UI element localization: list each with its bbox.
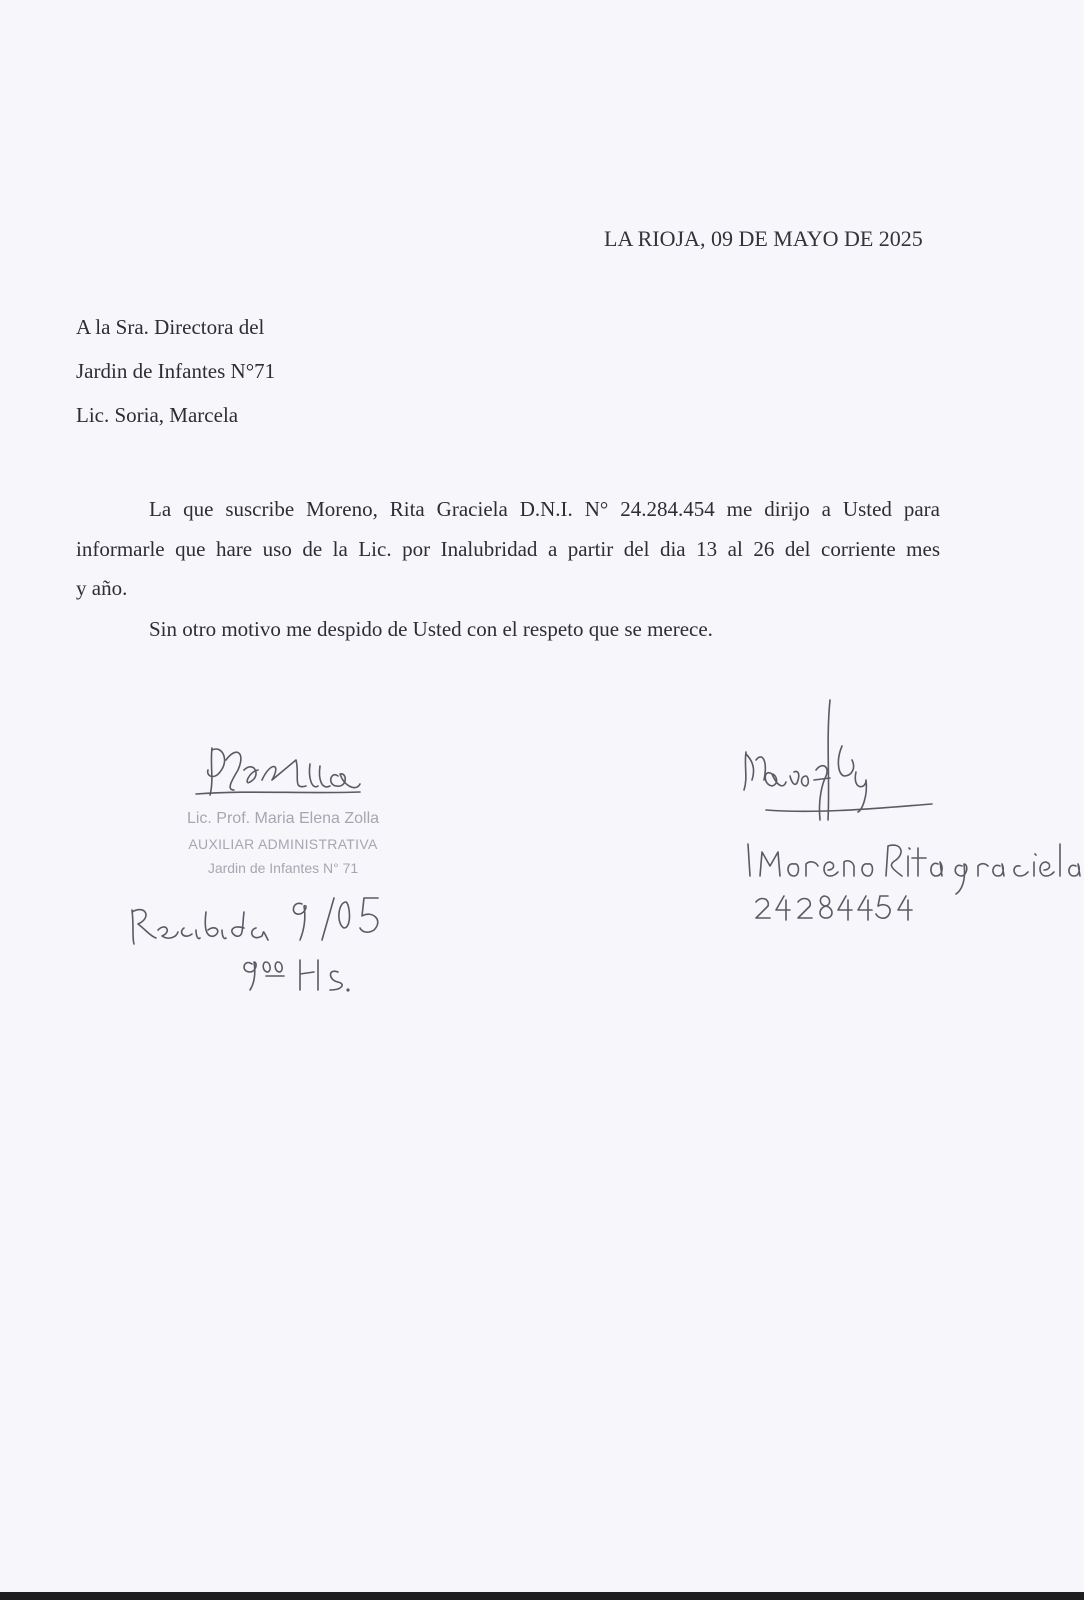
zolla-signature bbox=[196, 748, 360, 795]
received-note-handwriting bbox=[132, 898, 378, 991]
closing-paragraph: Sin otro motivo me despido de Usted con el respeto que se merece. bbox=[149, 617, 713, 641]
recipient-line-institution: Jardin de Infantes N°71 bbox=[76, 359, 276, 383]
letter-date: LA RIOJA, 09 DE MAYO DE 2025 bbox=[604, 226, 923, 251]
page-bottom-edge bbox=[0, 1592, 1084, 1600]
moreno-signature bbox=[744, 700, 932, 820]
stamp-institution: Jardin de Infantes N° 71 bbox=[207, 860, 359, 876]
recipient-line-title: A la Sra. Directora del bbox=[76, 315, 265, 339]
stamp-role: AUXILIAR ADMINISTRATIVA bbox=[188, 836, 378, 852]
signer-name-handwriting bbox=[748, 844, 1080, 894]
body-paragraph-line-3: y año. bbox=[76, 576, 128, 600]
body-paragraph-line-1: La que suscribe Moreno, Rita Graciela D.N.I. N° 24.284.454 me dirijo a Usted para bbox=[149, 497, 940, 521]
body-paragraph-line-2: informarle que hare uso de la Lic. por Inalubridad a partir del dia 13 al 26 del corriente mes bbox=[76, 537, 940, 561]
recipient-line-name: Lic. Soria, Marcela bbox=[76, 403, 239, 427]
signer-dni-handwriting bbox=[756, 896, 912, 920]
stamp-name: Lic. Prof. Maria Elena Zolla bbox=[186, 810, 380, 827]
